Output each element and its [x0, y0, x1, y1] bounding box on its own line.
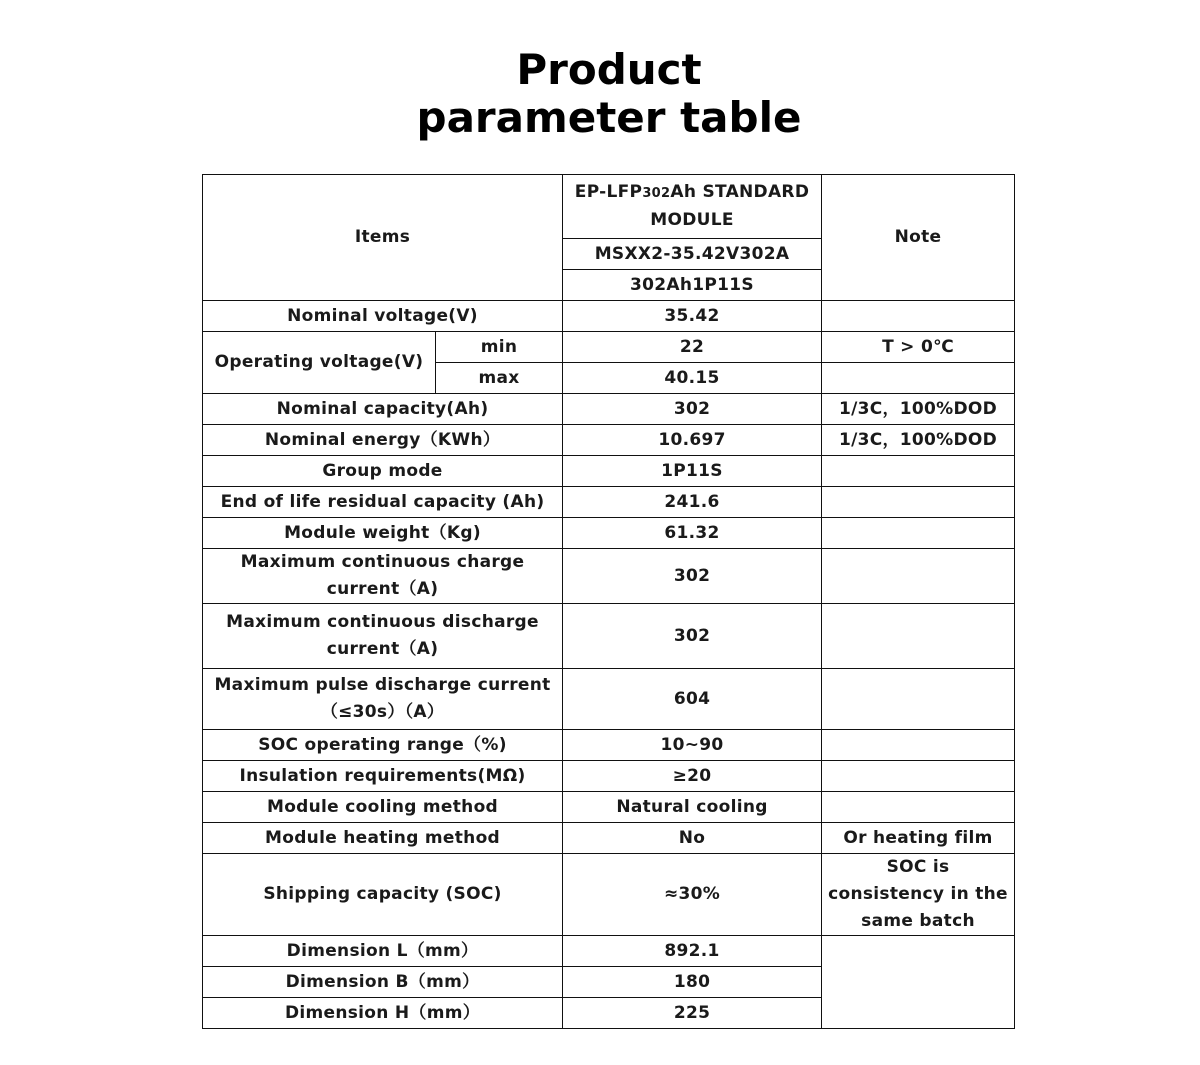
row-value: Natural cooling [563, 792, 822, 823]
header-note: Note [822, 175, 1015, 301]
row-label-line-2: （≤30s）（A） [320, 702, 445, 722]
row-note [822, 604, 1015, 669]
table-row [203, 425, 1015, 456]
table-row [203, 487, 1015, 518]
row-value: 10.697 [563, 425, 822, 456]
table-row [203, 549, 1015, 604]
row-label: Nominal voltage(V) [203, 301, 563, 332]
row-value: 61.32 [563, 518, 822, 549]
row-note [822, 669, 1015, 730]
model-suffix: Ah STANDARD MODULE [650, 182, 810, 230]
table-row [203, 730, 1015, 761]
row-value: ≥20 [563, 761, 822, 792]
row-note: 1/3C，100%DOD [822, 425, 1015, 456]
row-value: 40.15 [563, 363, 822, 394]
table-row [203, 301, 1015, 332]
header-items: Items [203, 175, 563, 301]
row-label: SOC operating range（%) [203, 730, 563, 761]
table-row [203, 394, 1015, 425]
header-model-config: 302Ah1P11S [563, 270, 822, 301]
row-label: Module heating method [203, 823, 563, 854]
header-row-model [203, 175, 1015, 239]
row-value: 10~90 [563, 730, 822, 761]
row-label-line-1: Maximum continuous charge [240, 552, 525, 572]
row-value: 302 [563, 549, 822, 604]
row-note [822, 301, 1015, 332]
row-note: 1/3C，100%DOD [822, 394, 1015, 425]
row-sub-label: min [436, 332, 563, 363]
page-title-line-2: parameter table [416, 93, 802, 142]
row-label: Shipping capacity (SOC) [203, 854, 563, 936]
table-row [203, 823, 1015, 854]
row-note [822, 549, 1015, 604]
row-value: 241.6 [563, 487, 822, 518]
row-note [822, 456, 1015, 487]
row-value: 302 [563, 394, 822, 425]
row-label: Module cooling method [203, 792, 563, 823]
row-note [822, 761, 1015, 792]
table-row [203, 761, 1015, 792]
table-row [203, 604, 1015, 669]
page-title-line-1: Product [516, 45, 702, 94]
row-label [203, 549, 563, 604]
table-row [203, 332, 1015, 363]
model-capacity: 302 [642, 186, 671, 201]
row-label-line-2: current（A) [326, 639, 439, 659]
row-value: 1P11S [563, 456, 822, 487]
header-model-name [563, 175, 822, 239]
row-label: Nominal energy（KWh） [203, 425, 563, 456]
row-note-line-3: same batch [861, 911, 975, 931]
row-label: Operating voltage(V) [203, 332, 436, 394]
row-value: 302 [563, 604, 822, 669]
row-label [203, 669, 563, 730]
row-sub-label: max [436, 363, 563, 394]
row-note: Or heating film [822, 823, 1015, 854]
row-note-line-2: consistency in the [828, 884, 1008, 904]
row-note [822, 518, 1015, 549]
row-label: Nominal capacity(Ah) [203, 394, 563, 425]
row-value: 35.42 [563, 301, 822, 332]
row-value: No [563, 823, 822, 854]
table-row [203, 792, 1015, 823]
parameter-table [202, 174, 1015, 1029]
table-row [203, 936, 1015, 967]
row-note [822, 487, 1015, 518]
row-label: Module weight（Kg) [203, 518, 563, 549]
row-note-line-1: SOC is [886, 857, 950, 877]
row-label: End of life residual capacity (Ah) [203, 487, 563, 518]
row-label: Insulation requirements(MΩ) [203, 761, 563, 792]
row-label: Group mode [203, 456, 563, 487]
row-note [822, 363, 1015, 394]
table-row [203, 456, 1015, 487]
row-note [822, 792, 1015, 823]
row-value: 604 [563, 669, 822, 730]
row-label: Dimension L（mm） [203, 936, 563, 967]
row-value: 892.1 [563, 936, 822, 967]
row-label: Dimension B（mm） [203, 967, 563, 998]
row-note: T > 0℃ [822, 332, 1015, 363]
row-label: Dimension H（mm） [203, 998, 563, 1029]
row-label [203, 604, 563, 669]
header-model-code: MSXX2-35.42V302A [563, 239, 822, 270]
row-value: 225 [563, 998, 822, 1029]
table-row [203, 854, 1015, 936]
row-value: 22 [563, 332, 822, 363]
row-note-dimensions [822, 936, 1015, 1029]
row-value: ≈30% [563, 854, 822, 936]
row-note [822, 854, 1015, 936]
row-note [822, 730, 1015, 761]
page-title [0, 46, 1200, 142]
row-label-line-1: Maximum continuous discharge [226, 612, 539, 632]
model-prefix: EP-LFP [574, 182, 643, 202]
table-row [203, 669, 1015, 730]
row-label-line-1: Maximum pulse discharge current [214, 675, 551, 695]
row-label-line-2: current（A) [326, 579, 439, 599]
row-value: 180 [563, 967, 822, 998]
table-row [203, 518, 1015, 549]
